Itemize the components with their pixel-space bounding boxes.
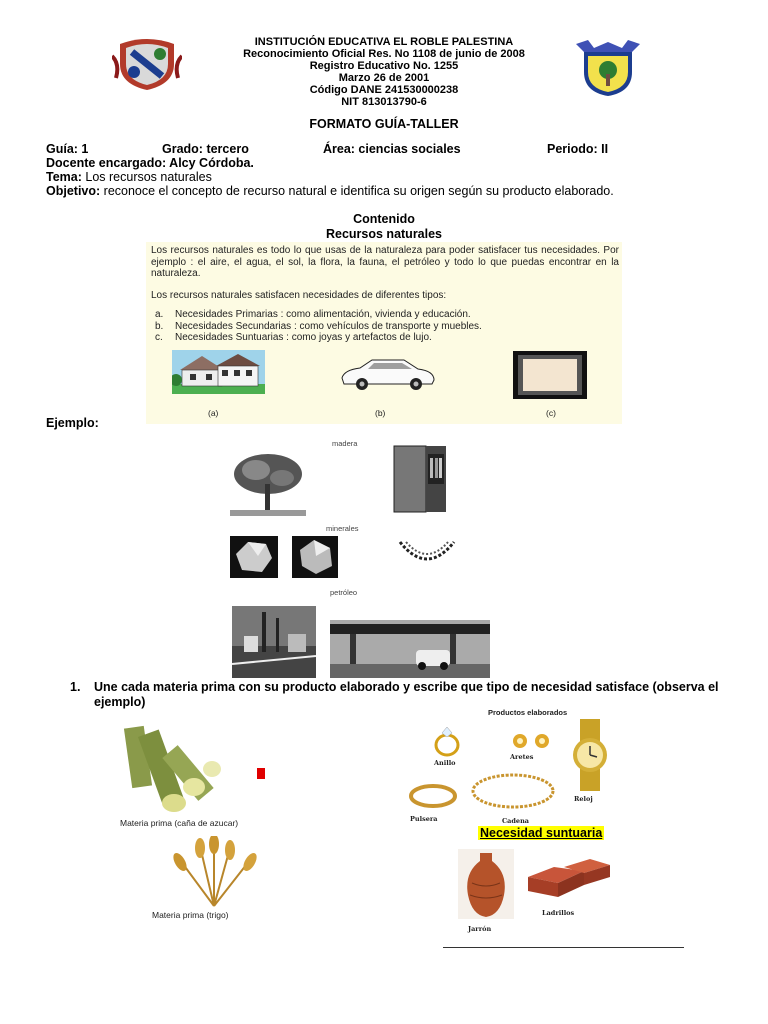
guide-number: Guía: 1 <box>46 142 89 156</box>
products-image <box>402 703 620 937</box>
caption-b: (b) <box>375 408 386 418</box>
list-item <box>151 321 619 333</box>
section-label-wood: madera <box>332 439 358 448</box>
wheat-caption: Materia prima (trigo) <box>152 910 229 920</box>
product-vase: Jarrón <box>468 925 492 933</box>
need-type-highlight: Necesidad suntuaria <box>480 826 603 840</box>
list-text: Necesidades Secundarias : como vehículos de transporte y muebles. <box>175 320 482 332</box>
header-line-4: Marzo 26 de 2001 <box>338 72 430 84</box>
ring-image <box>432 723 462 757</box>
content-subtitle: Recursos naturales <box>325 227 443 241</box>
answer-line[interactable] <box>443 947 684 948</box>
page-title: FORMATO GUÍA-TALLER <box>309 117 459 131</box>
question-text: Une cada materia prima con su producto elaborado y escribe que tipo de necesidad satisface (observa el ejemplo) <box>94 680 719 709</box>
tree-image <box>230 450 306 516</box>
topic-label: Tema: <box>46 170 82 184</box>
mineral-image-2 <box>292 536 338 578</box>
list-letter: a. <box>155 309 164 320</box>
section-label-minerals: minerales <box>326 524 359 533</box>
bricks-image <box>524 857 612 903</box>
sugarcane-image <box>122 725 222 813</box>
objective-label: Objetivo: <box>46 184 101 198</box>
caption-a: (a) <box>208 408 219 418</box>
resources-paragraph-1: Los recursos naturales es todo lo que usas de la naturaleza para poder satisfacer tus necesidades. Por ejemplo : el aire, el agua, el sol, la flora, la fauna, el petróleo y todo lo que puedas encontrar en la naturaleza. <box>151 245 619 279</box>
header-line-3: Registro Educativo No. 1255 <box>309 60 459 72</box>
bracelet-image <box>408 781 458 811</box>
natural-resources-box <box>146 242 622 424</box>
objective-line <box>46 184 614 198</box>
example-image <box>224 436 492 680</box>
example-label: Ejemplo: <box>46 416 99 430</box>
chain-image <box>468 769 558 815</box>
wardrobe-image <box>392 444 448 514</box>
house-image <box>172 350 265 394</box>
sugarcane-caption: Materia prima (caña de azucar) <box>120 818 239 828</box>
products-title: Productos elaborados <box>488 708 568 717</box>
product-watch: Reloj <box>574 795 593 803</box>
header-line-6: NIT 813013790-6 <box>341 96 427 108</box>
question-number: 1. <box>70 680 81 694</box>
list-item <box>151 309 619 321</box>
product-chain: Cadena <box>502 817 530 825</box>
header-line-1: INSTITUCIÓN EDUCATIVA EL ROBLE PALESTINA <box>254 36 514 48</box>
objective-value: reconoce el concepto de recurso natural e identifica su origen según su producto elaborado. <box>103 184 614 198</box>
period: Periodo: II <box>547 142 609 156</box>
vase-image <box>458 849 514 919</box>
header-line-2: Reconocimiento Oficial Res. No 1108 de junio de 2008 <box>243 48 525 60</box>
watch-image <box>568 719 612 791</box>
topic-line <box>46 170 212 184</box>
wheat-image <box>160 836 268 908</box>
teacher-line: Docente encargado: Alcy Córdoba. <box>46 156 254 170</box>
oil-refinery-image <box>232 606 316 678</box>
content-title: Contenido <box>353 212 415 226</box>
caption-c: (c) <box>546 408 556 418</box>
institution-header <box>160 36 608 108</box>
product-bricks: Ladrillos <box>542 909 575 917</box>
car-image <box>338 356 438 392</box>
list-item <box>151 332 619 344</box>
product-ring: Anillo <box>434 759 456 767</box>
gas-station-image <box>330 620 490 678</box>
necklace-image <box>396 536 458 572</box>
mineral-image-1 <box>230 536 278 578</box>
list-text: Necesidades Primarias : como alimentación, vivienda y educación. <box>175 309 471 320</box>
needs-list <box>151 309 619 344</box>
earrings-image <box>508 729 554 751</box>
guide-info-row <box>46 142 726 157</box>
list-text: Necesidades Suntuarias : como joyas y artefactos de lujo. <box>175 332 432 343</box>
television-image <box>512 350 588 400</box>
red-marker <box>257 768 265 779</box>
content-heading <box>0 212 768 242</box>
topic-value: Los recursos naturales <box>85 170 212 184</box>
section-label-petroleum: petróleo <box>330 588 358 597</box>
list-letter: c. <box>155 332 163 343</box>
grade: Grado: tercero <box>162 142 249 156</box>
product-bracelet: Pulsera <box>410 815 438 823</box>
list-letter: b. <box>155 320 164 332</box>
product-earrings: Aretes <box>510 753 534 761</box>
area: Área: ciencias sociales <box>323 142 461 156</box>
resources-paragraph-2: Los recursos naturales satisfacen necesidades de diferentes tipos: <box>151 290 447 301</box>
header-line-5: Código DANE 241530000238 <box>309 84 459 96</box>
